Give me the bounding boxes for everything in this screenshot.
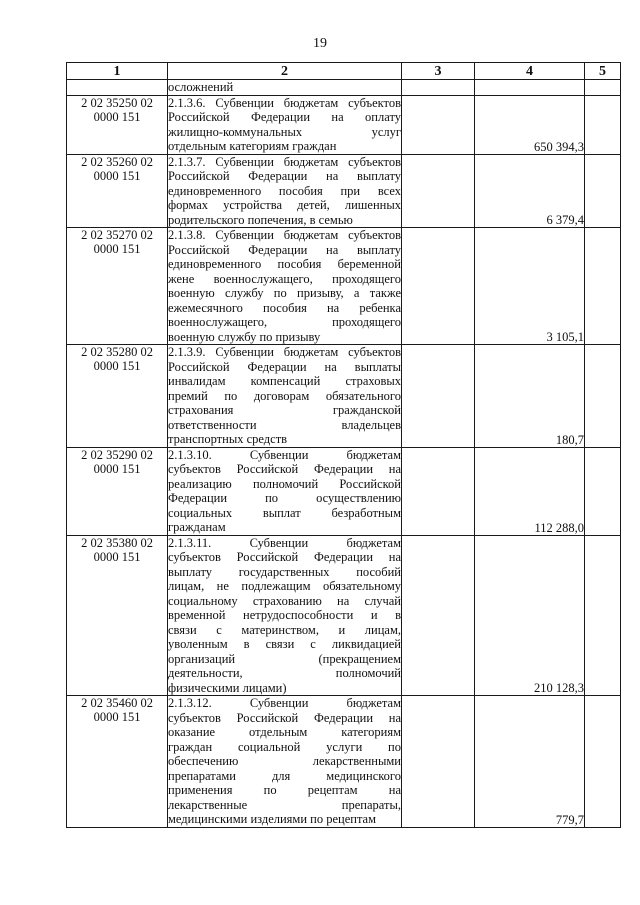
description-cell: [168, 345, 402, 448]
description-line: социальному страхованию на случай: [168, 593, 401, 608]
description-cell: [168, 228, 402, 345]
description-line: 2.1.3.7. Субвенции бюджетам субъектов: [168, 154, 401, 169]
table-header-row: [67, 63, 621, 80]
column-header-1: 1: [67, 63, 168, 80]
description-line: Федерации по осуществлению: [168, 491, 401, 505]
description-line: уволенным в связи с ликвидацией: [168, 637, 401, 651]
column-header-2: 2: [168, 63, 402, 80]
description-line: организаций (прекращением: [168, 651, 401, 666]
budget-code-line: 2 02 35380 02: [81, 535, 153, 550]
description-line: реализацию полномочий Российской: [168, 476, 401, 491]
description-line: транспортных средств: [168, 432, 288, 446]
column-3-cell: [402, 80, 475, 96]
column-5-cell: [585, 696, 621, 828]
column-3-cell: [402, 696, 475, 828]
column-3-cell: [402, 447, 475, 535]
table-row: [67, 154, 621, 228]
budget-code-line: 2 02 35260 02: [81, 154, 153, 169]
budget-code-line: 0000 151: [93, 549, 141, 564]
budget-code-line: 0000 151: [93, 109, 141, 124]
column-3-cell: [402, 95, 475, 154]
description-cell: [168, 95, 402, 154]
amount-cell: 6 379,4: [475, 154, 585, 228]
description-cell: [168, 80, 402, 96]
column-3-cell: [402, 535, 475, 696]
table-row: [67, 696, 621, 828]
description-cell: [168, 447, 402, 535]
description-cell: [168, 535, 402, 696]
description-line: 2.1.3.6. Субвенции бюджетам субъектов: [168, 95, 401, 110]
column-5-cell: [585, 95, 621, 154]
table-row: [67, 80, 621, 96]
budget-code-cell: [67, 228, 168, 345]
budget-code-line: 2 02 35460 02: [81, 696, 153, 710]
column-5-cell: [585, 80, 621, 96]
table-row: [67, 95, 621, 154]
description-line: временной нетрудоспособности и в: [168, 608, 401, 622]
description-line: военнослужащего, проходящего: [168, 315, 401, 329]
budget-code-line: 0000 151: [93, 710, 141, 724]
description-line: лекарственные препараты,: [168, 797, 401, 812]
budget-code-cell: [67, 535, 168, 696]
amount-cell: 180,7: [475, 345, 585, 448]
budget-table: [66, 62, 621, 828]
description-line: гражданам: [168, 520, 226, 534]
column-3-cell: [402, 154, 475, 228]
description-line: лицам, не подлежащим обязательному: [168, 579, 401, 593]
description-line: жене военнослужащего, проходящего: [168, 271, 401, 286]
description-line: обеспечению лекарственными: [168, 754, 401, 768]
description-line: медицинскими изделиями по рецептам: [168, 812, 377, 826]
column-5-cell: [585, 154, 621, 228]
budget-code-cell: [67, 95, 168, 154]
description-line: ответственности владельцев: [168, 417, 401, 432]
budget-code-cell: [67, 696, 168, 828]
table-row: [67, 228, 621, 345]
description-line: связи с материнством, и лицам,: [168, 622, 401, 637]
table-body: [67, 80, 621, 828]
amount-cell: 3 105,1: [475, 228, 585, 345]
table-row: [67, 345, 621, 448]
description-line: инвалидам компенсаций страховых: [168, 374, 401, 388]
budget-code-cell: [67, 154, 168, 228]
description-line: военную службу по призыву: [168, 329, 321, 344]
column-header-3: 3: [402, 63, 475, 80]
budget-code-line: 0000 151: [93, 168, 141, 183]
description-line: жилищно-коммунальных услуг: [168, 124, 401, 139]
description-line: Российской Федерации на выплату: [168, 169, 401, 183]
column-5-cell: [585, 535, 621, 696]
description-line: препаратами для медицинского: [168, 768, 401, 783]
description-line: отдельным категориям граждан: [168, 139, 337, 153]
amount-cell: 112 288,0: [475, 447, 585, 535]
budget-code-line: 0000 151: [93, 461, 141, 476]
budget-code-cell: [67, 345, 168, 448]
description-line: субъектов Российской Федерации на: [168, 462, 401, 476]
description-line: деятельности, полномочий: [168, 666, 401, 680]
description-line: субъектов Российской Федерации на: [168, 550, 401, 564]
column-5-cell: [585, 447, 621, 535]
column-header-4: 4: [475, 63, 585, 80]
description-line: субъектов Российской Федерации на: [168, 710, 401, 725]
description-line: 2.1.3.11. Субвенции бюджетам: [168, 535, 401, 550]
description-line: выплату государственных пособий: [168, 564, 401, 579]
description-line: оказание отдельным категориям: [168, 725, 401, 739]
description-line: 2.1.3.12. Субвенции бюджетам: [168, 696, 401, 710]
column-5-cell: [585, 345, 621, 448]
description-line: 2.1.3.10. Субвенции бюджетам: [168, 447, 401, 462]
description-line: единовременного пособия беременной: [168, 257, 401, 271]
description-line: социальных выплат безработным: [168, 505, 401, 520]
budget-code-line: 2 02 35270 02: [81, 228, 153, 242]
budget-code-cell: [67, 80, 168, 96]
description-line: осложнений: [168, 80, 234, 94]
description-line: страхования гражданской: [168, 403, 401, 417]
amount-cell: 650 394,3: [475, 95, 585, 154]
description-line: 2.1.3.9. Субвенции бюджетам субъектов: [168, 345, 401, 359]
budget-code-line: 2 02 35290 02: [81, 447, 153, 462]
description-line: формах устройства детей, лишенных: [168, 198, 401, 212]
column-header-5: 5: [585, 63, 621, 80]
description-line: единовременного пособия при всех: [168, 183, 401, 198]
budget-code-line: 0000 151: [93, 359, 141, 373]
description-line: ежемесячного пособия на ребенка: [168, 300, 401, 315]
amount-cell: 210 128,3: [475, 535, 585, 696]
description-line: физическими лицами): [168, 680, 287, 695]
budget-code-cell: [67, 447, 168, 535]
amount-cell: 779,7: [475, 696, 585, 828]
description-line: Российской Федерации на выплату: [168, 242, 401, 257]
description-line: применения по рецептам на: [168, 783, 401, 797]
column-3-cell: [402, 345, 475, 448]
budget-code-line: 2 02 35250 02: [81, 95, 153, 110]
description-line: премий по договорам обязательного: [168, 388, 401, 403]
description-cell: [168, 154, 402, 228]
description-line: 2.1.3.8. Субвенции бюджетам субъектов: [168, 228, 401, 242]
budget-code-line: 0000 151: [93, 242, 141, 256]
column-3-cell: [402, 228, 475, 345]
description-line: Российской Федерации на оплату: [168, 110, 401, 124]
table-row: [67, 447, 621, 535]
description-line: родительского попечения, в семью: [168, 212, 353, 227]
description-line: граждан социальной услуги по: [168, 739, 401, 754]
page-number: 19: [313, 36, 327, 51]
description-line: Российской Федерации на выплаты: [168, 359, 401, 374]
amount-cell: [475, 80, 585, 96]
column-5-cell: [585, 228, 621, 345]
budget-code-line: 2 02 35280 02: [81, 345, 153, 359]
table-row: [67, 535, 621, 696]
description-cell: [168, 696, 402, 828]
description-line: военную службу по призыву, а также: [168, 286, 401, 300]
